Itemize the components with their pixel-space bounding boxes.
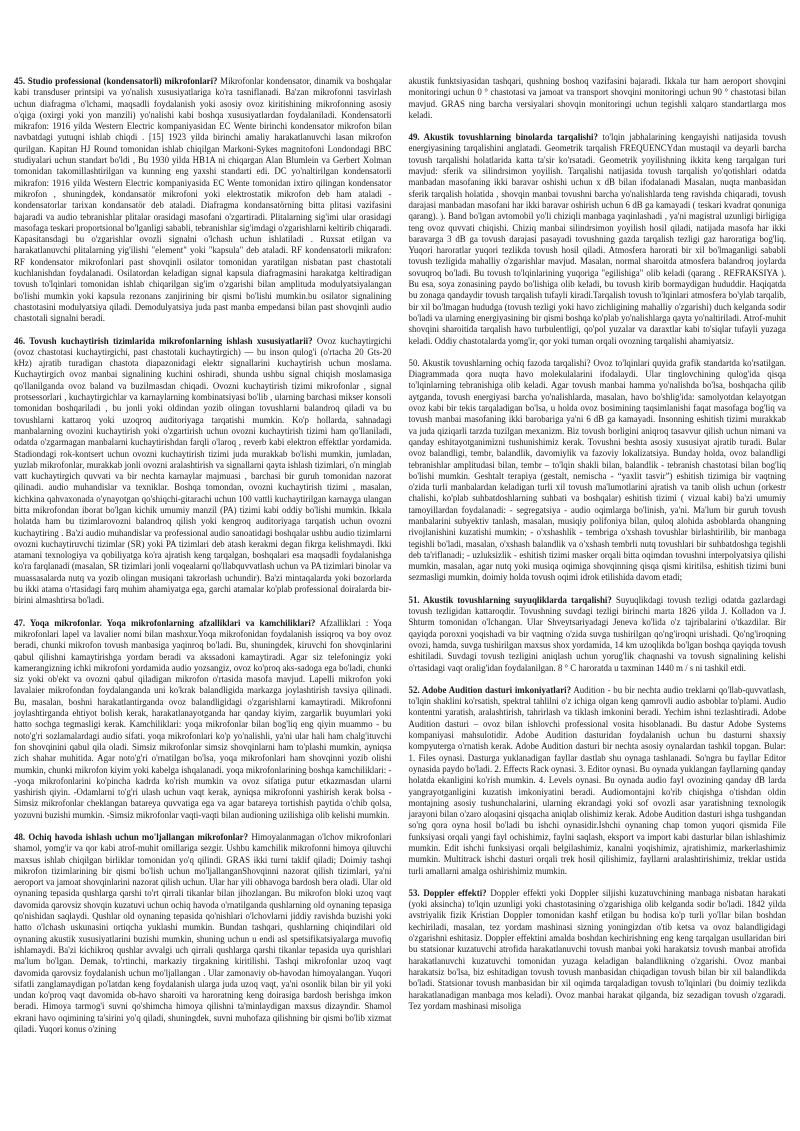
paragraph-48 <box>14 832 392 1035</box>
paragraph-47 <box>14 618 392 821</box>
paragraph-51 <box>409 595 787 674</box>
section-heading-48: 48. Ochiq havoda ishlash uchun mo'ljallangan mikrofonlar? <box>14 832 249 842</box>
section-body-47: Afzalliklari : Yoqa mikrofonlari lapel va lavalier nomi bilan mashxur.Yoqa mikrofonidan foydalanish issiqroq va boy ovoz beradi, chunki mikrofon tovush manbasiga yaqinroq bo'ladi. Bu, shuningdek, kiruvchi fon shovqinlarini qabul qilishni kamaytirishga yordam beradi va akssadoni kamaytiradi. Agar siz telefoningiz yoki kamerangizning ichki mikrofoni yordamida audio yozsangiz, ovoz ko'proq aks-sadoga ega bo'ladi, chunki siz yoki ob'ekt va ovozni qabul qiladigan mikrofon o'rtasida masofa mavjud. Lapelli mikrofon yoki lavalaier mikrofondan foydalanganda uni ko'krak balandligida markazga joylashtirish tavsiya qilinadi. Bu, masalan, boshni harakatlantirganda ovoz balandligidagi o'zgarishlarni kamaytiradi. Mikrofonni joylashtirganda ehtiyot bolish kerak, harakatlanayotganda har qanday kiyim, zargarlik buyumlari yoki hatto sochga tegmasligi kerak. Kamchiliklari: yoqa mikrofonlar bilan bog'liq eng qiyin muammo - bu noto'g'ri sozlamalardagi audio sifati. yoqa mikrofonlari ko'p yo'nalishli, ya'ni ular hali ham chalg'ituvchi fon shovqinini qabul qila oladi. Simsiz mikrofonlar simsiz shovqinlarni ham to'plashi mumkin, ayniqsa zich shahar muhitida. Agar noto'g'ri o'rnatilgan bo'lsa, yoqa mikrofonlari ham shovqinni yozib olishi mumkin, chunki mikrofon kiyim yoki kabelga ishqalanadi. yoqa mikrofonlarining boshqa kamchiliklari: --yoqa mikrofonlarini ko'pincha kadrda ko'rish mumkin va ovoz sifatiga putur etkazmasdan ularni yashirish qiyin. -Odamlarni to'g'ri ulash uchun vaqt kerak, ayniqsa mikrofonni yashirish kerak bolsa -Simsiz mikrofonlar cheklangan batareya quvvatiga ega va agar batareya tortishish paytida o'chib qolsa, yozuvni buzishi mumkin. -Simsiz mikrofonlar vaqti-vaqti bilan audioning uzilishiga olib kelishi mumkin. <box>14 617 392 820</box>
section-heading-45: 45. Studio professional (kondensatorli) mikrofonlari? <box>14 76 218 86</box>
text-column-right <box>409 76 787 1121</box>
paragraph-45 <box>14 76 392 325</box>
section-heading-52: 52. Adobe Audition dasturi imkoniyatlari? <box>408 684 572 695</box>
paragraph-46 <box>14 336 392 607</box>
section-body-48: Himoyalanmagan o'lchov mikrofonlari shamol, yomg'ir va qor kabi atrof-muhit omillariga sezgir. Ushbu kamchilik mikrofonni himoya qiluvchi maxsus ishlab chiqilgan birliklar tomonidan yo'q qilindi. GRAS ikki turni taklif qiladi; Doimiy tashqi mikrofon tizimlarining bir qismi bo'lish uchun mo'ljallanganShovqinni nazorat qilish tizimlari, ya'ni aeroport va jamoat shovqinlarini nazorat qilish uchun. Ular har yili obhavoga bardosh bera oladi. Ular old oynaning tepasida qushlarga qarshi to'rt qirrali tikanlar bilan jihozlangan. Bu mikrofon bloki uzoq vaqt davomida qarovsiz shovqin kuzatuvi uchun ochiq havoda o'rnatilganda qushlarning old oynaning tepasiga qo'nishidan saqlaydi. Qushlar old oynaning tepasida qo'nishlari o'lchovlarni jiddiy ravishda buzishi yoki hatto o'lchash uskunasini ortiqcha yuklashi mumkin. Bundan tashqari, qushlarning chiqindilari old oynaning akustik xususiyatlarini buzishi mumkin, shuning uchun u endi asl spetsifikatsiyalarga muvofiq ishlamaydi. Ba'zi kichikroq qushlar avvalgi uch qirrali qushlarga qarshi tikanlar tepasida uya qurishlari ma'lum bo'lgan. Demak, to'rtinchi, markaziy tirgakning kiritilishi. Tashqi mikrofonlar uzoq vaqt davomida qarovsiz foydalanish uchun mo'ljallangan . Ular zamonaviy ob-havodan himoyalangan. Yuqori sifatli zanglamaydigan po'latdan keng foydalanish ularga juda uzoq vaqt, ya'ni osonlik bilan bir yil yoki undan ko'proq vaqt davomida ob-havo sharoiti va haroratning keng doirasiga bardosh berishga imkon beradi. Himoya tarmog'i suvni qo'shimcha himoya qilishni ta'minlaydigan maxsus dizayndir. Shamol ekrani havo oqimining ta'sirini yo'q qiladi, shuningdek, suvni muhofaza qilishning bir qismi bo'lib xizmat qiladi. Yuqori konus o'zining <box>14 832 392 1035</box>
paragraph-49 <box>409 132 787 347</box>
section-heading-46: 46. Tovush kuchaytirish tizimlarida mikrofonlarning ishlash xususiyatlarii? <box>14 335 313 346</box>
section-body-51: Suyuqlikdagi tovush tezligi odatda gazlardagi tovush tezligidan kattaroqdir. Tovushning suvdagi tezligi birinchi marta 1826 yilda J. Kolladon va J. Shturm tomonidan o'lchangan. Ular Shveytsariyadagi Jeneva ko'lida o'z tajribalarini o'tkazdilar. Bir qayiqda poroxni yoqishadi va bir vaqtning o'zida suvga tushirilgan qo'ng'iroqni urishadi. Qo'ng'iroqning ovozi, hamda, suvga tushirilgan maxsus shox yordamida, 14 km uzoqlikda bo'lgan boshqa qayiqda tovush eshitiladi. Suvdagi tovush tezligini aniqlash uchun yorug'lik chaqnashi va tovush signalining kelishi o'rtasidagi vaqt oralig'idan foydalanilgan. 8 ° C haroratda u taxminan 1440 m / s ni tashkil etdi. <box>408 594 787 673</box>
section-body-48-continuation: akustik funktsiyasidan tashqari, qushning boshoq vazifasini bajaradi. Ikkala tur ham aeroport shovqini monitoringi uchun 0 ° chastotasi va jamoat va transport shovqini monitoringi uchun 90 ° chastotasi bilan mavjud. GRAS ning barcha versiyalari shovqin monitoringi uchun tegishli xalqaro standartlarga mos keladi. <box>408 76 786 120</box>
section-heading-50: 50. Akustik tovushlarning ochiq fazoda tarqalishi? <box>408 357 591 368</box>
section-body-52: Audition - bu bir nechta audio treklarni qo'llab-quvvatlash, to'lqin shaklini ko'rsatish, spektral tahlilni o'z ichiga olgan keng qamrovli audio asboblar to'plami. Audio kontentni yaratish, aralashtirish, tahrirlash va tiklash imkonini beradi. Yechim ishni tezlashtiradi. Adobe Audition dasturi – ovoz bilan ishlovchi professional vosita hisoblanadi. Bu dastur Adobe Systems kompaniyasi mahsulotidir. Adobe Audition dasturidan foydalanish uchun bu dasturni shaxsiy kompyuterga o'rnatish kerak. Adobe Audition dasturi bir nechta asosiy oynalardan tashkil topgan. Bular: 1. Files oynasi. Dasturga yuklanadigan fayllar dastlab shu oynaga tashlanadi. So'ngra bu fayllar Editor oynasida paydo bo'ladi. 2. Effects Rack oynasi. 3. Editor oynasi. Bu oynada yuklangan fayllarning qanday holatda ekanligini ko'rish mumkin. 4. Levels oynasi. Bu oynada audio fayl ovozining qanday dB larda yangrayotganligini kuzatish imkoniyatini beradi. Audiomontajni ko'rib chiqishga o'tishdan oldin montajning asosiy tushunchalarini, ularning ekrandagi yoki sof ovozli asar yaratishning texnologik jarayoni bilan o'zaro aloqasini qisqacha aniqlab olishimiz kerak. Adobe Audition dasturi ishga tushgandan so'ng qora oyna hosil bo'ladi bu ishchi oynasidir.Ishchi oynaning chap tomon yuqori qismida File funksiyasi orqali yangi fayl ochishimiz, faylni saqlash, eksport va import kabi dasturlar bilan ishlashimiz mumkin. Edit ishchi funksiyasi orqali belgilashimiz, kanalni yoqishimiz, ajratishimiz, markerlashimiz mumkin. Multitrack ishchi dasturi orqali trek hosil qilishimiz, fayllarni aralashtirishimiz, treklar ustida turli amallarni amalga oshirishimiz mumkin. <box>408 684 786 876</box>
paragraph-53 <box>409 888 787 1012</box>
paragraph-50 <box>409 358 787 584</box>
section-heading-51: 51. Akustik tovushlarning suyuqliklarda tarqalishi? <box>408 594 612 605</box>
section-heading-47: 47. Yoqa mikrofonlar. Yoqa mikrofonlarning afzalliklari va kamchiliklari? <box>14 617 316 628</box>
section-body-49: to'lqin jabhalarining kengayishi natijasida tovush energiyasining tarqalishini anglatadi. Geometrik tarqalish FREQUENCYdan mustaqil va deyarli barcha tovush tarqalishi holatlarida katta ta'sir ko'rsatadi. Geometrik yoyilishning ikkita keng tarqalgan turi mavjud: sferik va silindrsimon yoyilish. Tarqalishi natijasida tovush tarqalish yo'qotishlari odatda manbadan masofaning ikki baravar oshishi uchun x dB bilan ifodalanadi Masalan, nuqta manbasidan sferik tarqalish holatida , shovqin manbai tovushni barcha yo'nalishlarda teng ravishda chiqaradi, tovush darajasi manbadan masofani har ikki baravar oshirish uchun 6 dB ga kamayadi ( teskari kvadrat qonuniga qarang). ). Band bo'lgan avtomobil yo'li chiziqli manbaga yaqinlashadi , ya'ni magistral uzunligi birligiga teng ovoz quvvati chiqishi. Chiziq manbai silindrsimon yoyilish hosil qiladi, natijada masofa har ikki baravarga 3 dB ga tovush darajasi pasayadi tovushning gazda tarqalish tezligi gaz haroratiga bog'liq. Yuqori haroratlar yuqori tezlikda tovush hosil qiladi. Atmosfera harorati bir xil bo'lmaganligi sababli tovush tezligida mahalliy o'zgarishlar mavjud. Masalan, normal sharoitda atmosfera balandroq joylarda sovuqroq bo'ladi. Bu tovush to'lqinlarining yuqoriga "egilishiga" olib keladi (qarang . REFRAKSIYA ). Bu esa, soya zonasining paydo bo'lishiga olib keladi, bu tovush kirib bormaydigan hududdir. Haqiqatda bu zonaga qandaydir tovush tarqalish tufayli kiradi.Tarqalish tovush to'lqinlari atmosfera bo'ylab tarqalib, bir xil bo'lmagan hududga (tovush tezligi yoki havo zichligining mahalliy o'zgarishi) duch kelganda sodir bo'ladi va ularning energiyasining bir qismi boshqa ko'plab yo'nalishlarga qayta yo'naltiriladi. Atrof-muhit shovqini sharoitida tarqalish havo turbulentligi, qo'pol yuzalar va daraxtlar kabi to'siqlar tufayli yuzaga keladi. Oddiy chastotalarda yomg'ir, qor yoki tuman orqali ovozning tarqalishi ahamiyatsiz. <box>408 132 787 346</box>
section-body-50: Ovoz to'lqinlari quyida grafik standartda ko'rsatilgan. Diagrammada qora nuqta havo molekulalarini ifodalaydi. Ular tinglovchining qulog'ida qisqa to'lqinlarning tebranishiga olib keladi. Agar tovush manbai hamma yo'nalishda bo'lsa, boshqacha qilib aytganda, tovush energiyasi barcha yo'nalishlarda, masalan, havo bo'shlig'ida: samolyotdan kelayotgan ovoz kabi bir tekis tarqaladigan bo'lsa, u holda ovoz bosimining taqsimlanishi faqat masofaga bog'liq va tovush manbai masofaning ikki barobariga ya'ni 6 dB ga kamayadi. Insonning eshitish tizimi murakkab va juda qiziqarli tarzda tuzilgan mexanizm. Biz tovush borligini aniqroq tasavvur qilish uchun nimani va qanday eshitayotganimizni tushunishimiz kerak. Tovushni beshta asosiy xususiyat ajratib turadi. Bular ovoz balandligi, tembr, balandlik, davomiylik va fazoviy lokalizatsiya. Bunday holda, ovoz balandligi tebranishlar amplitudasi bilan, tembr – to'lqin shakli bilan, balandlik - tebranish chastotasi bilan bog'liq bo'lishi mumkin. Geshtalt terapiya (gestalt, nemischa - “yaxlit tasvir”) eshitish tizimiga bir vaqtning o'zida turli manbalardan keladigan turli xil tovush ma'lumotlarini ajratish va tanib olish uchun (orkestr chalishi, ko'plab suhbatdoshlarning suhbati va boshqalar) eshitish tizimi ( vizual kabi) ba'zi umumiy tamoyillardan foydalanadi: - segregatsiya - audio oqimlarga bo'linish, ya'ni. Ma'lum bir guruh tovush manbalarini subyektiv tanlash, masalan, musiqiy polifoniya bilan, quloq alohida asboblarda ohangning rivojlanishini kuzatishi mumkin; - o'xshashlik - tembriga o'xshash tovushlar birlashtirilib, bir manbaga tegishli bo'ladi, masalan, o'xshash balandlik va o'xshash tembrli nutq tovushlari bir suhbatdoshga tegishli deb ta'riflanadi; - uzluksizlik - eshitish tizimi masker orqali bitta oqimdan tovushni interpolyatsiya qilishi mumkin, masalan, agar nutq yoki musiqa oqimiga shovqinning qisqa qismi kiritilsa, eshitish tizimi buni sezmasligi mumkin, doimiy holda tovush oqimi idrok etilishida davom etadi; <box>408 357 787 583</box>
section-body-53: Doppler effekti yoki Doppler siljishi kuzatuvchining manbaga nisbatan harakati (yoki aksincha) to'lqin uzunligi yoki chastotasining o'zgarishiga olib kelganda sodir bo'ladi. 1842 yilda avstriyalik fizik Kristian Doppler tomonidan kashf etilgan bu hodisa ko'p turli yo'llar bilan boshdan kechiriladi, masalan, tez yordam mashinasi sizning yoningizdan o'tib ketsa va ovoz balandligidagi o'zgarishni eshitasiz. Doppler effektini amalda boshdan kechirishning eng keng tarqalgan usullaridan biri bu statsionar kuzatuvchi atrofida harakatlanuvchi tovush manbai yoki harakatsiz tovush manbai atrofida harakatlanuvchi kuzatuvchi tomonidan yuzaga keladigan balandlikning o'zgarishi. Ovoz manbai harakatsiz bo'lsa, biz eshitadigan tovush tovush manbasidan chiqadigan tovush bilan bir xil balandlikda bo'ladi. Statsionar tovush manbasidan bir xil oqimda tarqaladigan tovush to'lqinlari (bu doimiy tezlikda harakatlanadigan manbaga mos keladi). Ovoz manbai harakat qilganda, biz sezadigan tovush o'zgaradi. Tez yordam mashinasi misoliga <box>408 887 786 1011</box>
paragraph-52 <box>409 685 787 877</box>
section-heading-49: 49. Akustik tovushlarning binolarda tarqalishi? <box>408 132 598 143</box>
text-column-left <box>14 76 392 1121</box>
section-body-45: Mikrofonlar kondensator, dinamik va boshqalar kabi transduser printsipi va yo'nalish xususiyatlariga ko'ra tasniflanadi. Ba'zan mikrofonni tasvirlash uchun diafragma o'lchami, maqsadli foydalanish yoki asosiy ovoz kiritishining mikrofonning asosiy o'qiga (oxirgi yoki yon manzili) yo'nalishi kabi boshqa xususiyatlardan foydalaniladi. Kondensatorli mikrafon: 1916 yilda Western Electric kompaniyasidan EC Wente birinchi kondensator mikrofon bilan navbatdagi yutuqni ishlab chiqdi . [15] 1923 yilda birinchi amaliy harakatlanuvchi lasan mikrofon qurilgan. Kapitan HJ Round tomonidan ishlab chiqilgan Markoni-Sykes magnitofoni Londondagi BBC studiyalari uchun standart bo'ldi , Bu 1930 yilda HB1A ni chiqargan Alan Blumlein va Gerbert Xolman tomonidan takomillashtirilgan va kunning eng yaxshi standarti edi. DC yo'naltirilgan kondensatorli mikrafon: 1916 yilda Western Electric kompaniyasida EC Wente tomonidan ixtiro qilingan kondensator mikrofon , shuningdek, kondansatör mikrofoni yoki elektrostatik mikrofon deb ham ataladi - kondensatorlar tarixan kondansatör deb ataladi. Diafragma kondansatörning bitta plitasi vazifasini bajaradi va audio tebranishlar plitalar orasidagi masofani o'zgartiradi. Plitalarning sig'imi ular orasidagi masofaga teskari proportsional bo'lganligi sababli, tebranishlar sig'imdagi o'zgarishlarni keltirib chiqaradi. Kapasitansdagi bu o'zgarishlar ovozli signalni o'lchash uchun ishlatiladi . Ruxsat etilgan va harakatlanuvchi plitalarning yig'ilishi "element" yoki "kapsula" deb ataladi. RF kondensatorli mikrafon: RF kondensator mikrofonlari past shovqinli osilator tomonidan yaratilgan nisbatan past chastotali kuchlanishdan foydalanadi. Osilatordan keladigan signal kapsula diafragmasini harakatga keltiradigan tovush to'lqinlari tomonidan ishlab chiqarilgan sig'im o'zgarishi bilan amplituda modulyatsiyalangan bo'lishi mumkin yoki kapsula rezonans zanjirining bir qismi bo'lishi mumkin.bu osilator signalining chastotasini modulyatsiya qiladi. Demodulyatsiya juda past manba empedansi bilan past shovqinli audio chastotali signalni beradi. <box>14 76 392 324</box>
section-heading-53: 53. Doppler effekti? <box>408 887 487 898</box>
paragraph-48-continuation <box>409 76 787 121</box>
section-body-46: Ovoz kuchaytirgichi (ovoz chastotasi kuchaytirgichi, past chastotali kuchaytirgich) — bu inson qulog'i (o'rtacha 20 Gts-20 kHz) ajratib turadigan chastota diapazonidagi elektr signallarini kuchaytirish uchun moslama. Kuchaytirgich ovoz manbai signalining kuchini oshiradi, shunda ushbu signal chiqish moslamasiga qo'llanilganda ovoz baland va buzilmasdan chiqadi. Ovozni kuchaytirish tizimi mikrofonlar , signal protsessorlari , kuchaytirgichlar va karnaylarning kombinatsiyasi bo'lib , ularning barchasi mikser konsoli tomonidan boshqariladi , bu jonli yoki oldindan yozib olingan tovushlarni balandroq qiladi va bu tovushlarni kattaroq yoki uzoqroq auditoriyaga tarqatishi mumkin. Ko'p hollarda, sahnadagi manbalarning ovozini kuchaytirish yoki o'zgartirish uchun ovozni kuchaytirish tizimi ham qo'llaniladi, odatda o'zgarmagan manbalarni kuchaytirishdan farqli o'laroq , reverb kabi elektron effektlar yordamida. Stadiondagi rok-kontsert uchun ovozni kuchaytirish tizimi juda murakkab bo'lishi mumkin, jumladan, yuzlab mikrofonlar, murakkab jonli ovozni aralashtirish va signallarni qayta ishlash tizimlari, o'n minglab vatt kuchaytirgich quvvati va bir nechta karnaylar majmuasi , barchasi bir guruh tomonidan nazorat qilinadi. audio muhandislar va texniklar. Boshqa tomondan, ovozni kuchaytirish tizimi , masalan, kichkina qahvaxonada o'ynayotgan qo'shiqchi-gitarachi uchun 100 vattli kuchaytirilgan karnayga ulangan bitta mikrofondan iborat bo'lgan kichik umumiy manzil (PA) tizimi kabi oddiy bo'lishi mumkin. Ikkala holatda ham bu tizimlarovozni balandroq qilish yoki kengroq auditoriyaga tarqatish uchun ovozni kuchaytiring . Ba'zi audio muhandislar va professional audio sanoatidagi boshqalar ushbu audio tizimlarni ovozni kuchaytiruvchi tizimlar (SR) yoki PA tizimlari deb atash kerakmi degan fikrga kelishmaydi. Ikki atamani texnologiya va qobiliyatga ko'ra ajratish keng tarqalgan, boshqalari esa maqsadli foydalanishga ko'ra farqlanadi (masalan, SR tizimlari jonli voqealarni qo'llabquvvatlash uchun va PA tizimlari binolar va muassasalarda nutq va yozib olingan musiqani takrorlash uchundir). Ba'zi mintaqalarda yoki bozorlarda bu ikki atama o'rtasidagi farq muhim ahamiyatga ega, garchi atamalar ko'plab professional doiralarda bir-birini almashtirsa bo'ladi. <box>14 335 392 606</box>
